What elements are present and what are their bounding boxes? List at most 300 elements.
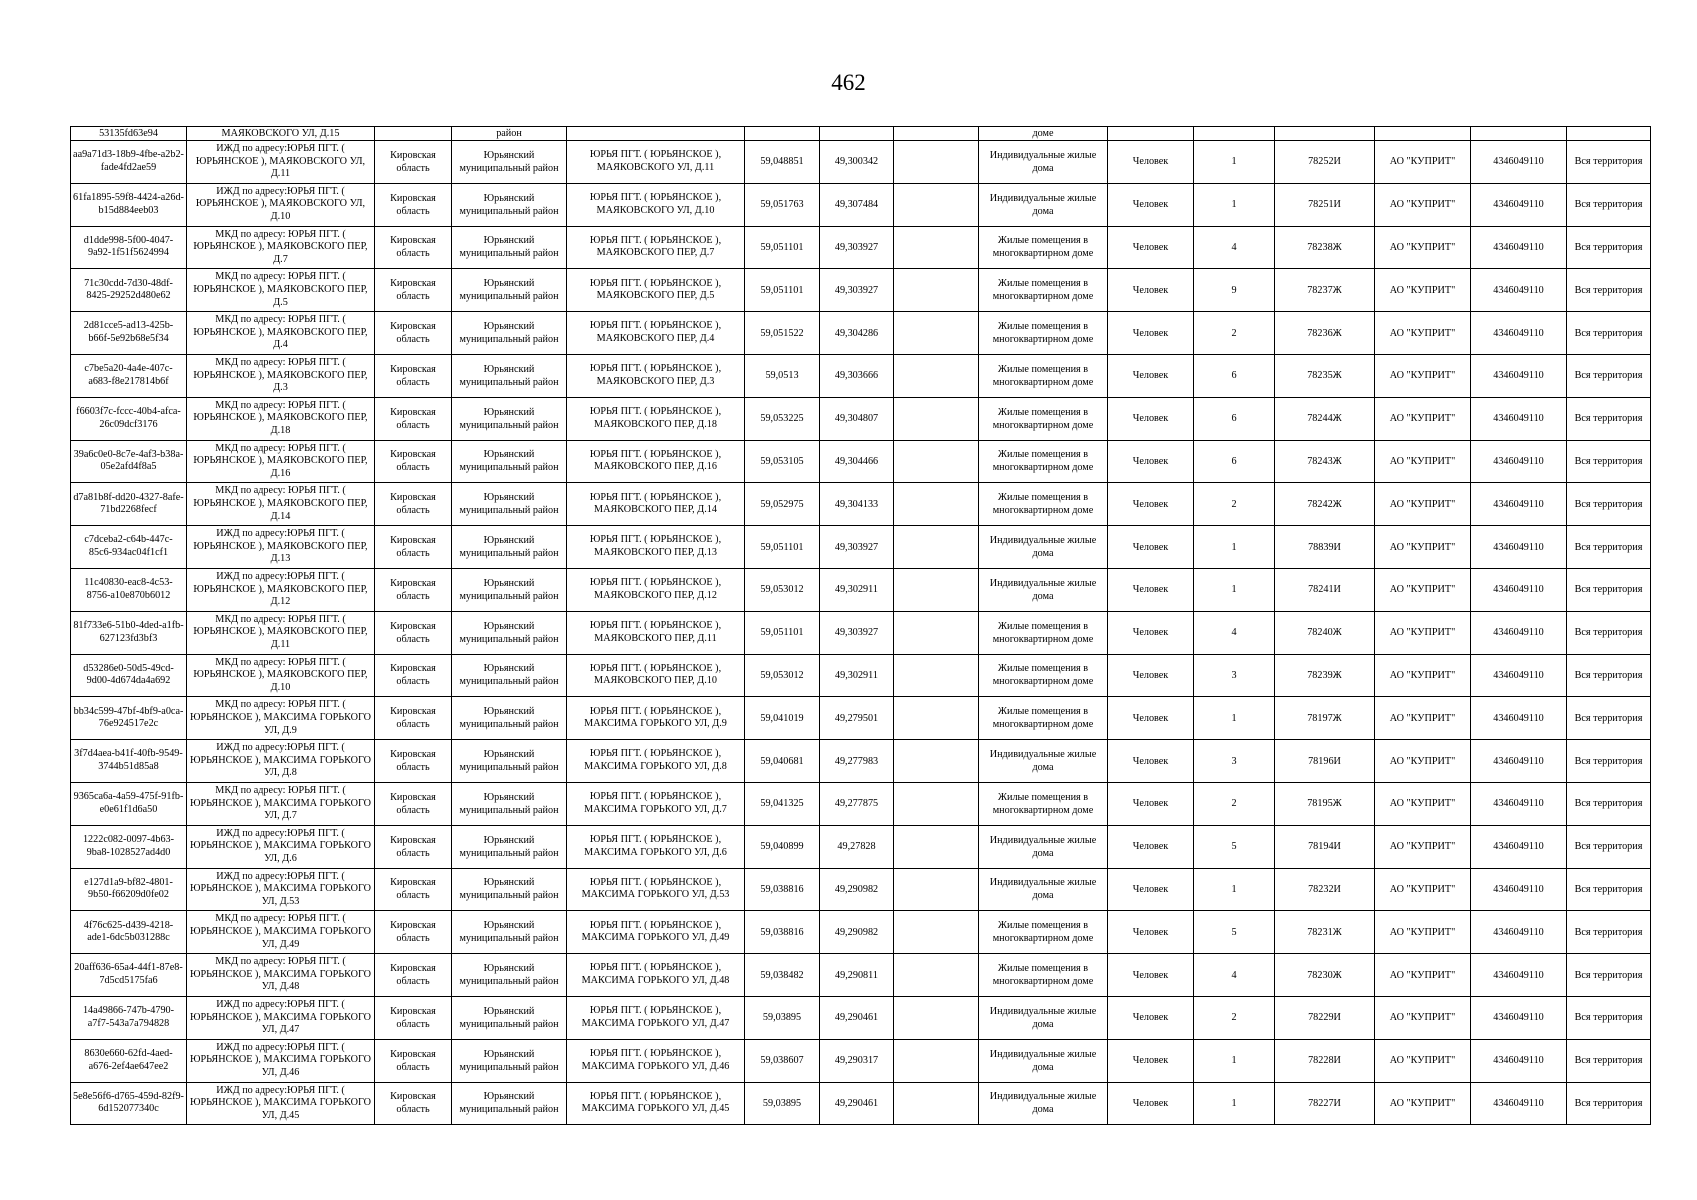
district-cell: Юрьянский муниципальный район: [452, 483, 567, 526]
unit-cell: Человек: [1108, 312, 1194, 355]
count-cell: 2: [1194, 782, 1275, 825]
table-row: [71, 397, 1651, 440]
latitude-cell: 59,053105: [745, 440, 820, 483]
count-cell: 3: [1194, 740, 1275, 783]
territory-cell: Вся территория: [1567, 397, 1651, 440]
address-cell: ЮРЬЯ ПГТ. ( ЮРЬЯНСКОЕ ), МАЯКОВСКОГО ПЕР, Д.13: [567, 526, 745, 569]
inn-cell: 4346049110: [1471, 141, 1567, 184]
latitude-cell: 59,03895: [745, 996, 820, 1039]
longitude-cell: [820, 127, 894, 141]
district-cell: Юрьянский муниципальный район: [452, 740, 567, 783]
region-cell: Кировская область: [375, 526, 452, 569]
address-cell: ЮРЬЯ ПГТ. ( ЮРЬЯНСКОЕ ), МАЯКОВСКОГО ПЕР, Д.16: [567, 440, 745, 483]
longitude-cell: 49,303927: [820, 269, 894, 312]
operator-cell: АО "КУПРИТ": [1375, 868, 1471, 911]
count-cell: 2: [1194, 483, 1275, 526]
unit-cell: Человек: [1108, 483, 1194, 526]
object-name-cell: МКД по адресу: ЮРЬЯ ПГТ. ( ЮРЬЯНСКОЕ ), МАКСИМА ГОРЬКОГО УЛ, Д.7: [187, 782, 375, 825]
empty-cell: [894, 526, 979, 569]
district-cell: Юрьянский муниципальный район: [452, 654, 567, 697]
latitude-cell: 59,040681: [745, 740, 820, 783]
object-id-cell: 81f733e6-51b0-4ded-a1fb-627123fd3bf3: [71, 611, 187, 654]
district-cell: Юрьянский муниципальный район: [452, 440, 567, 483]
longitude-cell: 49,290982: [820, 868, 894, 911]
operator-cell: АО "КУПРИТ": [1375, 911, 1471, 954]
object-type-cell: Жилые помещения в многоквартирном доме: [979, 782, 1108, 825]
code-cell: 78236Ж: [1275, 312, 1375, 355]
object-type-cell: доме: [979, 127, 1108, 141]
longitude-cell: 49,304286: [820, 312, 894, 355]
address-cell: ЮРЬЯ ПГТ. ( ЮРЬЯНСКОЕ ), МАКСИМА ГОРЬКОГО УЛ, Д.47: [567, 996, 745, 1039]
operator-cell: АО "КУПРИТ": [1375, 526, 1471, 569]
address-cell: ЮРЬЯ ПГТ. ( ЮРЬЯНСКОЕ ), МАКСИМА ГОРЬКОГО УЛ, Д.8: [567, 740, 745, 783]
code-cell: 78242Ж: [1275, 483, 1375, 526]
object-id-cell: 9365ca6a-4a59-475f-91fb-e0e61f1d6a50: [71, 782, 187, 825]
unit-cell: Человек: [1108, 397, 1194, 440]
object-type-cell: Индивидуальные жилые дома: [979, 526, 1108, 569]
object-id-cell: aa9a71d3-18b9-4fbe-a2b2-fade4fd2ae59: [71, 141, 187, 184]
address-cell: ЮРЬЯ ПГТ. ( ЮРЬЯНСКОЕ ), МАКСИМА ГОРЬКОГО УЛ, Д.48: [567, 954, 745, 997]
address-cell: ЮРЬЯ ПГТ. ( ЮРЬЯНСКОЕ ), МАКСИМА ГОРЬКОГО УЛ, Д.49: [567, 911, 745, 954]
object-name-cell: ИЖД по адресу:ЮРЬЯ ПГТ. ( ЮРЬЯНСКОЕ ), МАКСИМА ГОРЬКОГО УЛ, Д.8: [187, 740, 375, 783]
object-type-cell: Жилые помещения в многоквартирном доме: [979, 697, 1108, 740]
object-id-cell: 39a6c0e0-8c7e-4af3-b38a-05e2afd4f8a5: [71, 440, 187, 483]
longitude-cell: 49,290461: [820, 1082, 894, 1125]
code-cell: 78238Ж: [1275, 226, 1375, 269]
operator-cell: АО "КУПРИТ": [1375, 183, 1471, 226]
longitude-cell: 49,290317: [820, 1039, 894, 1082]
empty-cell: [894, 740, 979, 783]
count-cell: 4: [1194, 226, 1275, 269]
region-cell: Кировская область: [375, 312, 452, 355]
territory-cell: Вся территория: [1567, 911, 1651, 954]
code-cell: 78195Ж: [1275, 782, 1375, 825]
code-cell: 78229И: [1275, 996, 1375, 1039]
code-cell: 78252И: [1275, 141, 1375, 184]
address-cell: ЮРЬЯ ПГТ. ( ЮРЬЯНСКОЕ ), МАКСИМА ГОРЬКОГО УЛ, Д.6: [567, 825, 745, 868]
object-type-cell: Жилые помещения в многоквартирном доме: [979, 611, 1108, 654]
object-id-cell: d53286e0-50d5-49cd-9d00-4d674da4a692: [71, 654, 187, 697]
district-cell: Юрьянский муниципальный район: [452, 611, 567, 654]
longitude-cell: 49,279501: [820, 697, 894, 740]
count-cell: 1: [1194, 141, 1275, 184]
empty-cell: [894, 911, 979, 954]
region-cell: [375, 127, 452, 141]
object-name-cell: ИЖД по адресу:ЮРЬЯ ПГТ. ( ЮРЬЯНСКОЕ ), МАЯКОВСКОГО УЛ, Д.10: [187, 183, 375, 226]
count-cell: 1: [1194, 1082, 1275, 1125]
unit-cell: Человек: [1108, 1039, 1194, 1082]
object-name-cell: МКД по адресу: ЮРЬЯ ПГТ. ( ЮРЬЯНСКОЕ ), МАЯКОВСКОГО ПЕР, Д.16: [187, 440, 375, 483]
longitude-cell: 49,300342: [820, 141, 894, 184]
empty-cell: [894, 1039, 979, 1082]
latitude-cell: 59,051101: [745, 611, 820, 654]
latitude-cell: 59,041325: [745, 782, 820, 825]
district-cell: Юрьянский муниципальный район: [452, 868, 567, 911]
object-type-cell: Жилые помещения в многоквартирном доме: [979, 954, 1108, 997]
object-type-cell: Жилые помещения в многоквартирном доме: [979, 483, 1108, 526]
unit-cell: Человек: [1108, 996, 1194, 1039]
empty-cell: [894, 868, 979, 911]
code-cell: 78230Ж: [1275, 954, 1375, 997]
table-row: [71, 226, 1651, 269]
territory-cell: [1567, 127, 1651, 141]
code-cell: 78244Ж: [1275, 397, 1375, 440]
address-cell: ЮРЬЯ ПГТ. ( ЮРЬЯНСКОЕ ), МАКСИМА ГОРЬКОГО УЛ, Д.46: [567, 1039, 745, 1082]
code-cell: 78227И: [1275, 1082, 1375, 1125]
object-name-cell: МАЯКОВСКОГО УЛ, Д.15: [187, 127, 375, 141]
count-cell: 1: [1194, 1039, 1275, 1082]
object-type-cell: Жилые помещения в многоквартирном доме: [979, 354, 1108, 397]
unit-cell: Человек: [1108, 183, 1194, 226]
latitude-cell: 59,038816: [745, 868, 820, 911]
address-cell: ЮРЬЯ ПГТ. ( ЮРЬЯНСКОЕ ), МАЯКОВСКОГО УЛ, Д.11: [567, 141, 745, 184]
longitude-cell: 49,27828: [820, 825, 894, 868]
region-cell: Кировская область: [375, 996, 452, 1039]
code-cell: 78228И: [1275, 1039, 1375, 1082]
longitude-cell: 49,304466: [820, 440, 894, 483]
table-body: [71, 127, 1651, 1125]
address-cell: ЮРЬЯ ПГТ. ( ЮРЬЯНСКОЕ ), МАЯКОВСКОГО ПЕР, Д.10: [567, 654, 745, 697]
count-cell: 5: [1194, 911, 1275, 954]
object-name-cell: ИЖД по адресу:ЮРЬЯ ПГТ. ( ЮРЬЯНСКОЕ ), МАЯКОВСКОГО ПЕР, Д.13: [187, 526, 375, 569]
operator-cell: АО "КУПРИТ": [1375, 611, 1471, 654]
object-name-cell: МКД по адресу: ЮРЬЯ ПГТ. ( ЮРЬЯНСКОЕ ), МАЯКОВСКОГО ПЕР, Д.3: [187, 354, 375, 397]
territory-cell: Вся территория: [1567, 740, 1651, 783]
object-name-cell: ИЖД по адресу:ЮРЬЯ ПГТ. ( ЮРЬЯНСКОЕ ), МАКСИМА ГОРЬКОГО УЛ, Д.6: [187, 825, 375, 868]
address-cell: ЮРЬЯ ПГТ. ( ЮРЬЯНСКОЕ ), МАЯКОВСКОГО ПЕР, Д.3: [567, 354, 745, 397]
count-cell: 2: [1194, 312, 1275, 355]
empty-cell: [894, 226, 979, 269]
inn-cell: 4346049110: [1471, 483, 1567, 526]
region-cell: Кировская область: [375, 782, 452, 825]
unit-cell: Человек: [1108, 782, 1194, 825]
unit-cell: Человек: [1108, 868, 1194, 911]
object-id-cell: bb34c599-47bf-4bf9-a0ca-76e924517e2c: [71, 697, 187, 740]
latitude-cell: 59,040899: [745, 825, 820, 868]
region-cell: Кировская область: [375, 226, 452, 269]
count-cell: 1: [1194, 868, 1275, 911]
region-cell: Кировская область: [375, 868, 452, 911]
inn-cell: 4346049110: [1471, 740, 1567, 783]
address-cell: ЮРЬЯ ПГТ. ( ЮРЬЯНСКОЕ ), МАКСИМА ГОРЬКОГО УЛ, Д.53: [567, 868, 745, 911]
object-name-cell: МКД по адресу: ЮРЬЯ ПГТ. ( ЮРЬЯНСКОЕ ), МАЯКОВСКОГО ПЕР, Д.18: [187, 397, 375, 440]
empty-cell: [894, 440, 979, 483]
object-name-cell: МКД по адресу: ЮРЬЯ ПГТ. ( ЮРЬЯНСКОЕ ), МАЯКОВСКОГО ПЕР, Д.14: [187, 483, 375, 526]
region-cell: Кировская область: [375, 654, 452, 697]
object-id-cell: 5e8e56f6-d765-459d-82f9-6d152077340c: [71, 1082, 187, 1125]
empty-cell: [894, 782, 979, 825]
object-id-cell: 53135fd63e94: [71, 127, 187, 141]
unit-cell: Человек: [1108, 611, 1194, 654]
table-row: [71, 954, 1651, 997]
latitude-cell: 59,041019: [745, 697, 820, 740]
count-cell: 1: [1194, 697, 1275, 740]
region-cell: Кировская область: [375, 440, 452, 483]
object-type-cell: Индивидуальные жилые дома: [979, 740, 1108, 783]
district-cell: Юрьянский муниципальный район: [452, 183, 567, 226]
district-cell: Юрьянский муниципальный район: [452, 954, 567, 997]
count-cell: 4: [1194, 611, 1275, 654]
inn-cell: 4346049110: [1471, 440, 1567, 483]
empty-cell: [894, 568, 979, 611]
object-id-cell: f6603f7c-fccc-40b4-afca-26c09dcf3176: [71, 397, 187, 440]
region-cell: Кировская область: [375, 141, 452, 184]
code-cell: 78241И: [1275, 568, 1375, 611]
address-cell: ЮРЬЯ ПГТ. ( ЮРЬЯНСКОЕ ), МАКСИМА ГОРЬКОГО УЛ, Д.7: [567, 782, 745, 825]
territory-cell: Вся территория: [1567, 611, 1651, 654]
territory-cell: Вся территория: [1567, 269, 1651, 312]
table-row: [71, 868, 1651, 911]
territory-cell: Вся территория: [1567, 954, 1651, 997]
object-type-cell: Жилые помещения в многоквартирном доме: [979, 440, 1108, 483]
operator-cell: АО "КУПРИТ": [1375, 1039, 1471, 1082]
territory-cell: Вся территория: [1567, 825, 1651, 868]
code-cell: 78232И: [1275, 868, 1375, 911]
empty-cell: [894, 183, 979, 226]
longitude-cell: 49,290461: [820, 996, 894, 1039]
unit-cell: Человек: [1108, 141, 1194, 184]
district-cell: Юрьянский муниципальный район: [452, 397, 567, 440]
table-row: [71, 354, 1651, 397]
unit-cell: Человек: [1108, 568, 1194, 611]
code-cell: 78231Ж: [1275, 911, 1375, 954]
table-row: [71, 141, 1651, 184]
table-row: [71, 697, 1651, 740]
object-type-cell: Индивидуальные жилые дома: [979, 141, 1108, 184]
code-cell: 78237Ж: [1275, 269, 1375, 312]
longitude-cell: 49,302911: [820, 654, 894, 697]
code-cell: 78240Ж: [1275, 611, 1375, 654]
object-name-cell: МКД по адресу: ЮРЬЯ ПГТ. ( ЮРЬЯНСКОЕ ), МАЯКОВСКОГО ПЕР, Д.11: [187, 611, 375, 654]
count-cell: 6: [1194, 440, 1275, 483]
object-type-cell: Индивидуальные жилые дома: [979, 868, 1108, 911]
longitude-cell: 49,290811: [820, 954, 894, 997]
table-row: [71, 312, 1651, 355]
object-name-cell: ИЖД по адресу:ЮРЬЯ ПГТ. ( ЮРЬЯНСКОЕ ), МАЯКОВСКОГО ПЕР, Д.12: [187, 568, 375, 611]
empty-cell: [894, 611, 979, 654]
inn-cell: 4346049110: [1471, 226, 1567, 269]
unit-cell: Человек: [1108, 440, 1194, 483]
territory-cell: Вся территория: [1567, 526, 1651, 569]
object-id-cell: 14a49866-747b-4790-a7f7-543a7a794828: [71, 996, 187, 1039]
longitude-cell: 49,303927: [820, 226, 894, 269]
object-type-cell: Индивидуальные жилые дома: [979, 825, 1108, 868]
territory-cell: Вся территория: [1567, 440, 1651, 483]
object-id-cell: 8630e660-62fd-4aed-a676-2ef4ae647ee2: [71, 1039, 187, 1082]
territory-cell: Вся территория: [1567, 483, 1651, 526]
unit-cell: Человек: [1108, 226, 1194, 269]
table-row: [71, 740, 1651, 783]
inn-cell: 4346049110: [1471, 697, 1567, 740]
object-name-cell: МКД по адресу: ЮРЬЯ ПГТ. ( ЮРЬЯНСКОЕ ), МАЯКОВСКОГО ПЕР, Д.10: [187, 654, 375, 697]
table-row: [71, 1082, 1651, 1125]
longitude-cell: 49,303927: [820, 611, 894, 654]
object-type-cell: Жилые помещения в многоквартирном доме: [979, 312, 1108, 355]
region-cell: Кировская область: [375, 397, 452, 440]
address-cell: ЮРЬЯ ПГТ. ( ЮРЬЯНСКОЕ ), МАЯКОВСКОГО ПЕР, Д.5: [567, 269, 745, 312]
latitude-cell: 59,051101: [745, 269, 820, 312]
operator-cell: АО "КУПРИТ": [1375, 312, 1471, 355]
count-cell: 6: [1194, 354, 1275, 397]
table-row: [71, 996, 1651, 1039]
empty-cell: [894, 269, 979, 312]
code-cell: 78251И: [1275, 183, 1375, 226]
unit-cell: Человек: [1108, 354, 1194, 397]
territory-cell: Вся территория: [1567, 868, 1651, 911]
empty-cell: [894, 1082, 979, 1125]
territory-cell: Вся территория: [1567, 226, 1651, 269]
inn-cell: 4346049110: [1471, 397, 1567, 440]
code-cell: 78239Ж: [1275, 654, 1375, 697]
code-cell: 78197Ж: [1275, 697, 1375, 740]
operator-cell: [1375, 127, 1471, 141]
object-type-cell: Индивидуальные жилые дома: [979, 183, 1108, 226]
count-cell: 6: [1194, 397, 1275, 440]
object-id-cell: e127d1a9-bf82-4801-9b50-f66209d0fe02: [71, 868, 187, 911]
code-cell: 78243Ж: [1275, 440, 1375, 483]
object-id-cell: 71c30cdd-7d30-48df-8425-29252d480e62: [71, 269, 187, 312]
operator-cell: АО "КУПРИТ": [1375, 483, 1471, 526]
count-cell: 1: [1194, 183, 1275, 226]
latitude-cell: 59,051763: [745, 183, 820, 226]
latitude-cell: 59,053012: [745, 654, 820, 697]
empty-cell: [894, 127, 979, 141]
unit-cell: Человек: [1108, 911, 1194, 954]
unit-cell: Человек: [1108, 1082, 1194, 1125]
territory-cell: Вся территория: [1567, 697, 1651, 740]
district-cell: Юрьянский муниципальный район: [452, 312, 567, 355]
operator-cell: АО "КУПРИТ": [1375, 226, 1471, 269]
inn-cell: 4346049110: [1471, 568, 1567, 611]
object-name-cell: МКД по адресу: ЮРЬЯ ПГТ. ( ЮРЬЯНСКОЕ ), МАЯКОВСКОГО ПЕР, Д.4: [187, 312, 375, 355]
count-cell: 1: [1194, 568, 1275, 611]
operator-cell: АО "КУПРИТ": [1375, 825, 1471, 868]
unit-cell: Человек: [1108, 269, 1194, 312]
count-cell: [1194, 127, 1275, 141]
longitude-cell: 49,304807: [820, 397, 894, 440]
object-id-cell: d1dde998-5f00-4047-9a92-1f51f5624994: [71, 226, 187, 269]
object-name-cell: ИЖД по адресу:ЮРЬЯ ПГТ. ( ЮРЬЯНСКОЕ ), МАКСИМА ГОРЬКОГО УЛ, Д.53: [187, 868, 375, 911]
operator-cell: АО "КУПРИТ": [1375, 1082, 1471, 1125]
inn-cell: [1471, 127, 1567, 141]
latitude-cell: [745, 127, 820, 141]
territory-cell: Вся территория: [1567, 782, 1651, 825]
inn-cell: 4346049110: [1471, 1039, 1567, 1082]
object-id-cell: 11c40830-eac8-4c53-8756-a10e870b6012: [71, 568, 187, 611]
object-name-cell: ИЖД по адресу:ЮРЬЯ ПГТ. ( ЮРЬЯНСКОЕ ), МАЯКОВСКОГО УЛ, Д.11: [187, 141, 375, 184]
count-cell: 3: [1194, 654, 1275, 697]
code-cell: 78196И: [1275, 740, 1375, 783]
address-cell: ЮРЬЯ ПГТ. ( ЮРЬЯНСКОЕ ), МАЯКОВСКОГО ПЕР, Д.7: [567, 226, 745, 269]
operator-cell: АО "КУПРИТ": [1375, 996, 1471, 1039]
latitude-cell: 59,0513: [745, 354, 820, 397]
object-type-cell: Жилые помещения в многоквартирном доме: [979, 654, 1108, 697]
district-cell: Юрьянский муниципальный район: [452, 782, 567, 825]
empty-cell: [894, 312, 979, 355]
unit-cell: Человек: [1108, 825, 1194, 868]
longitude-cell: 49,290982: [820, 911, 894, 954]
district-cell: район: [452, 127, 567, 141]
inn-cell: 4346049110: [1471, 868, 1567, 911]
territory-cell: Вся территория: [1567, 354, 1651, 397]
table-row: [71, 526, 1651, 569]
longitude-cell: 49,302911: [820, 568, 894, 611]
operator-cell: АО "КУПРИТ": [1375, 782, 1471, 825]
count-cell: 2: [1194, 996, 1275, 1039]
table-row: [71, 611, 1651, 654]
object-id-cell: 61fa1895-59f8-4424-a26d-b15d884eeb03: [71, 183, 187, 226]
count-cell: 5: [1194, 825, 1275, 868]
object-type-cell: Индивидуальные жилые дома: [979, 568, 1108, 611]
district-cell: Юрьянский муниципальный район: [452, 911, 567, 954]
latitude-cell: 59,053012: [745, 568, 820, 611]
inn-cell: 4346049110: [1471, 954, 1567, 997]
territory-cell: Вся территория: [1567, 141, 1651, 184]
latitude-cell: 59,038482: [745, 954, 820, 997]
empty-cell: [894, 954, 979, 997]
object-id-cell: 20aff636-65a4-44f1-87e8-7d5cd5175fa6: [71, 954, 187, 997]
address-cell: ЮРЬЯ ПГТ. ( ЮРЬЯНСКОЕ ), МАЯКОВСКОГО ПЕР, Д.18: [567, 397, 745, 440]
region-cell: Кировская область: [375, 911, 452, 954]
registry-table: [70, 126, 1651, 1125]
object-type-cell: Индивидуальные жилые дома: [979, 996, 1108, 1039]
region-cell: Кировская область: [375, 954, 452, 997]
table-row: [71, 440, 1651, 483]
address-cell: ЮРЬЯ ПГТ. ( ЮРЬЯНСКОЕ ), МАКСИМА ГОРЬКОГО УЛ, Д.9: [567, 697, 745, 740]
district-cell: Юрьянский муниципальный район: [452, 1082, 567, 1125]
operator-cell: АО "КУПРИТ": [1375, 740, 1471, 783]
territory-cell: Вся территория: [1567, 654, 1651, 697]
table-row: [71, 782, 1651, 825]
territory-cell: Вся территория: [1567, 312, 1651, 355]
latitude-cell: 59,038607: [745, 1039, 820, 1082]
district-cell: Юрьянский муниципальный район: [452, 568, 567, 611]
region-cell: Кировская область: [375, 1039, 452, 1082]
region-cell: Кировская область: [375, 740, 452, 783]
unit-cell: Человек: [1108, 740, 1194, 783]
unit-cell: [1108, 127, 1194, 141]
inn-cell: 4346049110: [1471, 654, 1567, 697]
longitude-cell: 49,303927: [820, 526, 894, 569]
address-cell: ЮРЬЯ ПГТ. ( ЮРЬЯНСКОЕ ), МАЯКОВСКОГО УЛ, Д.10: [567, 183, 745, 226]
district-cell: Юрьянский муниципальный район: [452, 226, 567, 269]
latitude-cell: 59,053225: [745, 397, 820, 440]
unit-cell: Человек: [1108, 526, 1194, 569]
object-id-cell: c7be5a20-4a4e-407c-a683-f8e217814b6f: [71, 354, 187, 397]
region-cell: Кировская область: [375, 1082, 452, 1125]
latitude-cell: 59,052975: [745, 483, 820, 526]
inn-cell: 4346049110: [1471, 782, 1567, 825]
object-name-cell: ИЖД по адресу:ЮРЬЯ ПГТ. ( ЮРЬЯНСКОЕ ), МАКСИМА ГОРЬКОГО УЛ, Д.45: [187, 1082, 375, 1125]
unit-cell: Человек: [1108, 697, 1194, 740]
address-cell: [567, 127, 745, 141]
inn-cell: 4346049110: [1471, 269, 1567, 312]
object-name-cell: МКД по адресу: ЮРЬЯ ПГТ. ( ЮРЬЯНСКОЕ ), МАЯКОВСКОГО ПЕР, Д.5: [187, 269, 375, 312]
territory-cell: Вся территория: [1567, 1082, 1651, 1125]
code-cell: 78839И: [1275, 526, 1375, 569]
inn-cell: 4346049110: [1471, 825, 1567, 868]
empty-cell: [894, 996, 979, 1039]
operator-cell: АО "КУПРИТ": [1375, 654, 1471, 697]
latitude-cell: 59,038816: [745, 911, 820, 954]
count-cell: 9: [1194, 269, 1275, 312]
address-cell: ЮРЬЯ ПГТ. ( ЮРЬЯНСКОЕ ), МАЯКОВСКОГО ПЕР, Д.11: [567, 611, 745, 654]
district-cell: Юрьянский муниципальный район: [452, 697, 567, 740]
region-cell: Кировская область: [375, 697, 452, 740]
district-cell: Юрьянский муниципальный район: [452, 141, 567, 184]
district-cell: Юрьянский муниципальный район: [452, 354, 567, 397]
latitude-cell: 59,051101: [745, 526, 820, 569]
